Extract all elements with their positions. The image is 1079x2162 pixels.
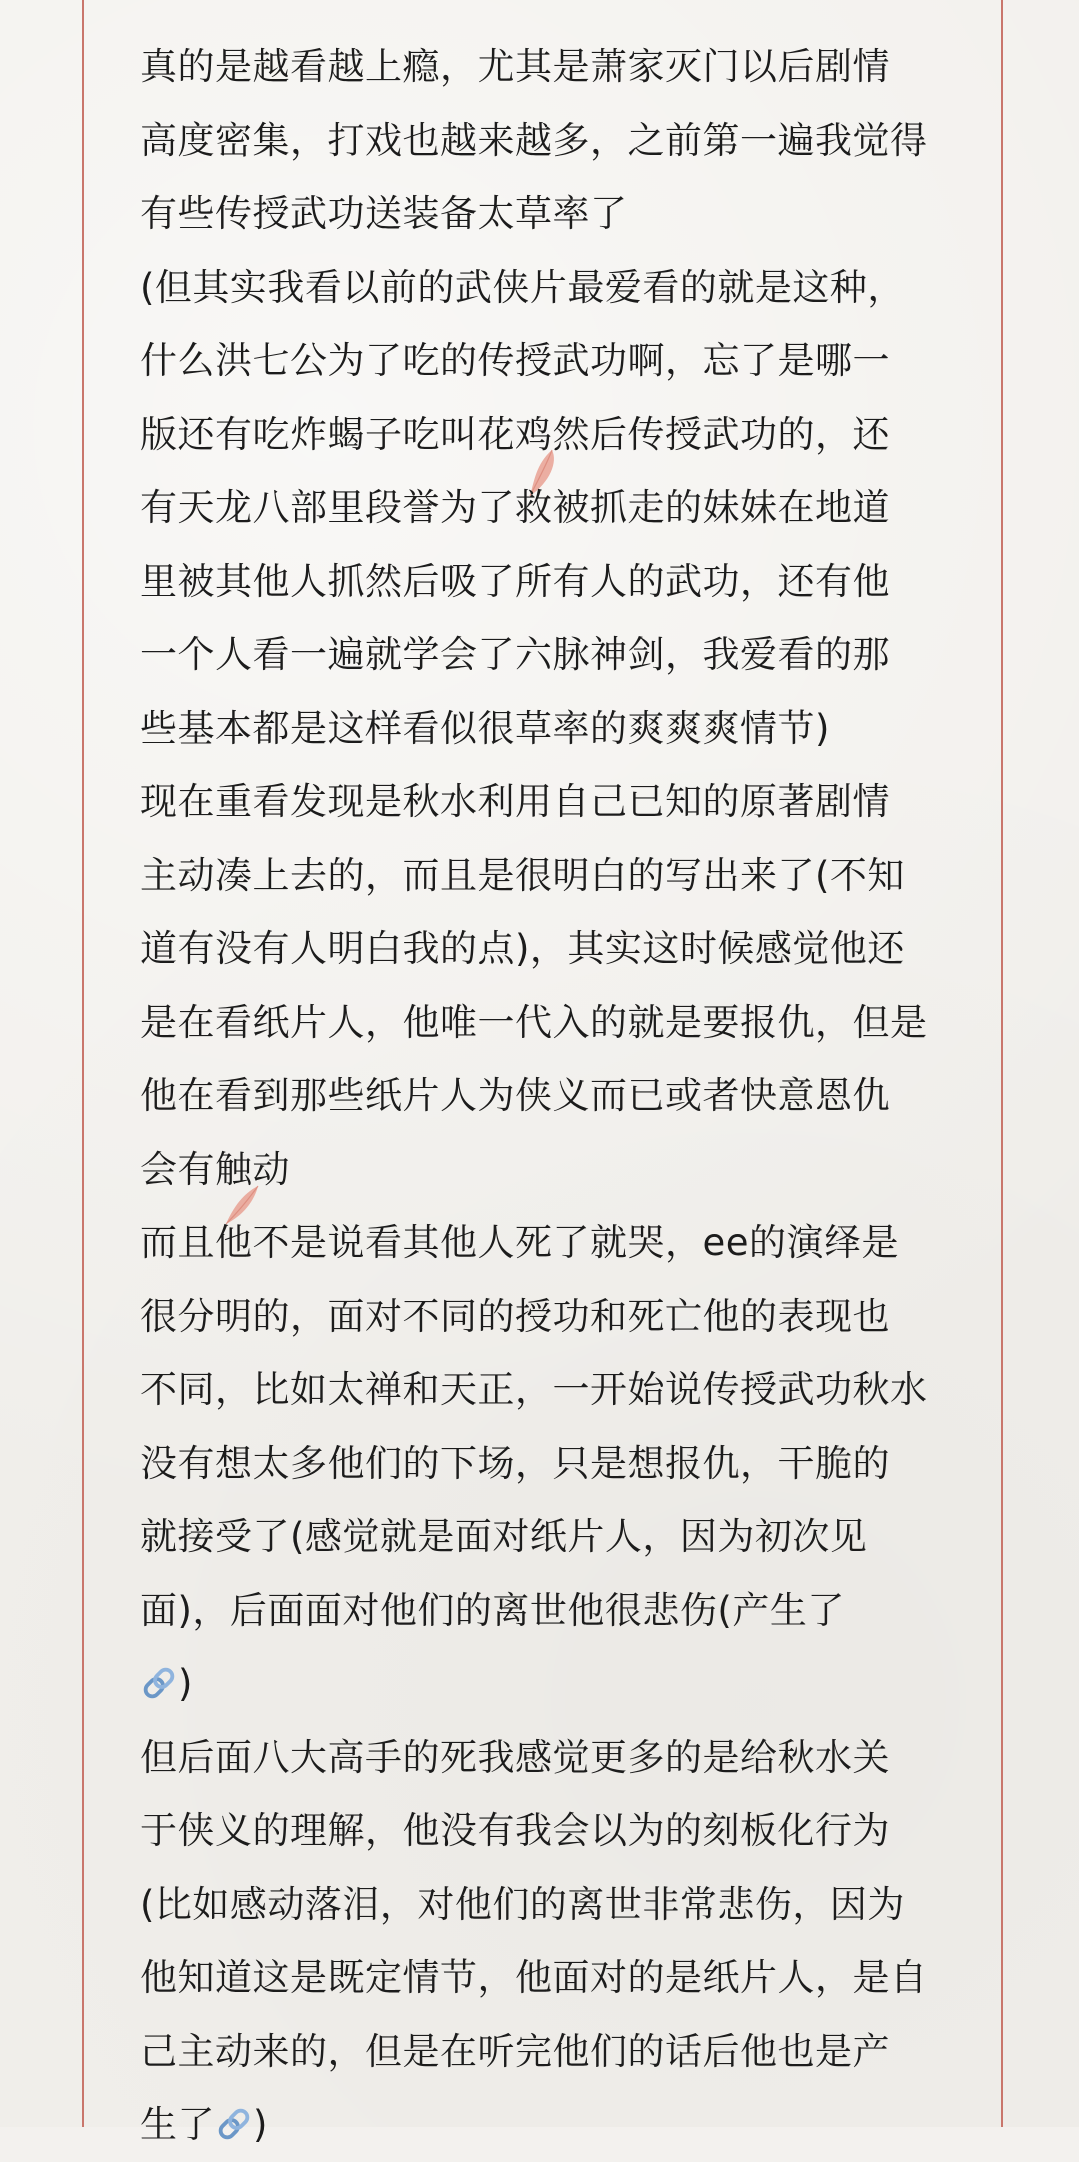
text-line: 没有想太多他们的下场，只是想报仇，干脆的 <box>140 1441 890 1485</box>
right-border-line <box>1001 0 1003 2127</box>
text-line: 什么洪七公为了吃的传授武功啊，忘了是哪一 <box>140 339 890 382</box>
text-line: 而且他不是说看其他人死了就哭，ee的演绎是 <box>140 1221 900 1264</box>
text-line: 版还有吃炸蝎子吃叫花鸡然后传授武功的，还 <box>140 412 890 456</box>
text-line: 高度密集，打戏也越来越多，之前第一遍我觉得 <box>140 118 928 162</box>
text-line: (但其实我看以前的武侠片最爱看的就是这种， <box>140 265 905 309</box>
text-line-last <box>140 2088 970 2162</box>
text-line: 是在看纸片人，他唯一代入的就是要报仇，但是 <box>140 1000 928 1044</box>
text-line: 真的是越看越上瘾，尤其是萧家灭门以后剧情 <box>140 45 890 88</box>
text-line: 里被其他人抓然后吸了所有人的武功，还有他 <box>140 559 890 603</box>
closing-paren: ) <box>178 1662 193 1705</box>
text-line: 一个人看一遍就学会了六脉神剑，我爱看的那 <box>140 633 890 676</box>
text-line: 不同，比如太禅和天正，一开始说传授武功秋水 <box>140 1368 928 1411</box>
link-emoji-icon <box>215 2105 253 2143</box>
text-line: 就接受了(感觉就是面对纸片人，因为初次见 <box>140 1515 868 1558</box>
text-line: 有些传授武功送装备太草率了 <box>140 192 628 235</box>
left-border-line <box>82 0 84 2127</box>
text-line: (比如感动落泪，对他们的离世非常悲伤，因为 <box>140 1882 905 1926</box>
text-line: 他在看到那些纸片人为侠义而已或者快意恩仇 <box>140 1074 890 1117</box>
closing-paren: ) <box>253 2103 268 2146</box>
text-line-link <box>140 1647 970 1721</box>
text-line: 有天龙八部里段誉为了救被抓走的妹妹在地道 <box>140 486 890 529</box>
link-emoji-icon <box>140 1664 178 1702</box>
text-line: 会有触动 <box>140 1147 290 1191</box>
last-line-text: 生了 <box>140 2103 215 2146</box>
text-line: 但后面八大高手的死我感觉更多的是给秋水关 <box>140 1735 890 1779</box>
text-line: 于侠义的理解，他没有我会以为的刻板化行为 <box>140 1809 890 1852</box>
text-line: 道有没有人明白我的点)，其实这时候感觉他还 <box>140 927 905 970</box>
text-line: 现在重看发现是秋水利用自己已知的原著剧情 <box>140 780 890 823</box>
text-line: 己主动来的，但是在听完他们的话后他也是产 <box>140 2029 890 2073</box>
text-line: 很分明的，面对不同的授功和死亡他的表现也 <box>140 1294 890 1338</box>
text-line: 面)，后面面对他们的离世他很悲伤(产生了 <box>140 1588 845 1632</box>
text-line: 些基本都是这样看似很草率的爽爽爽情节) <box>140 706 830 750</box>
post-text <box>140 30 970 2162</box>
text-line: 他知道这是既定情节，他面对的是纸片人，是自 <box>140 1956 928 1999</box>
text-line: 主动凑上去的，而且是很明白的写出来了(不知 <box>140 853 905 897</box>
